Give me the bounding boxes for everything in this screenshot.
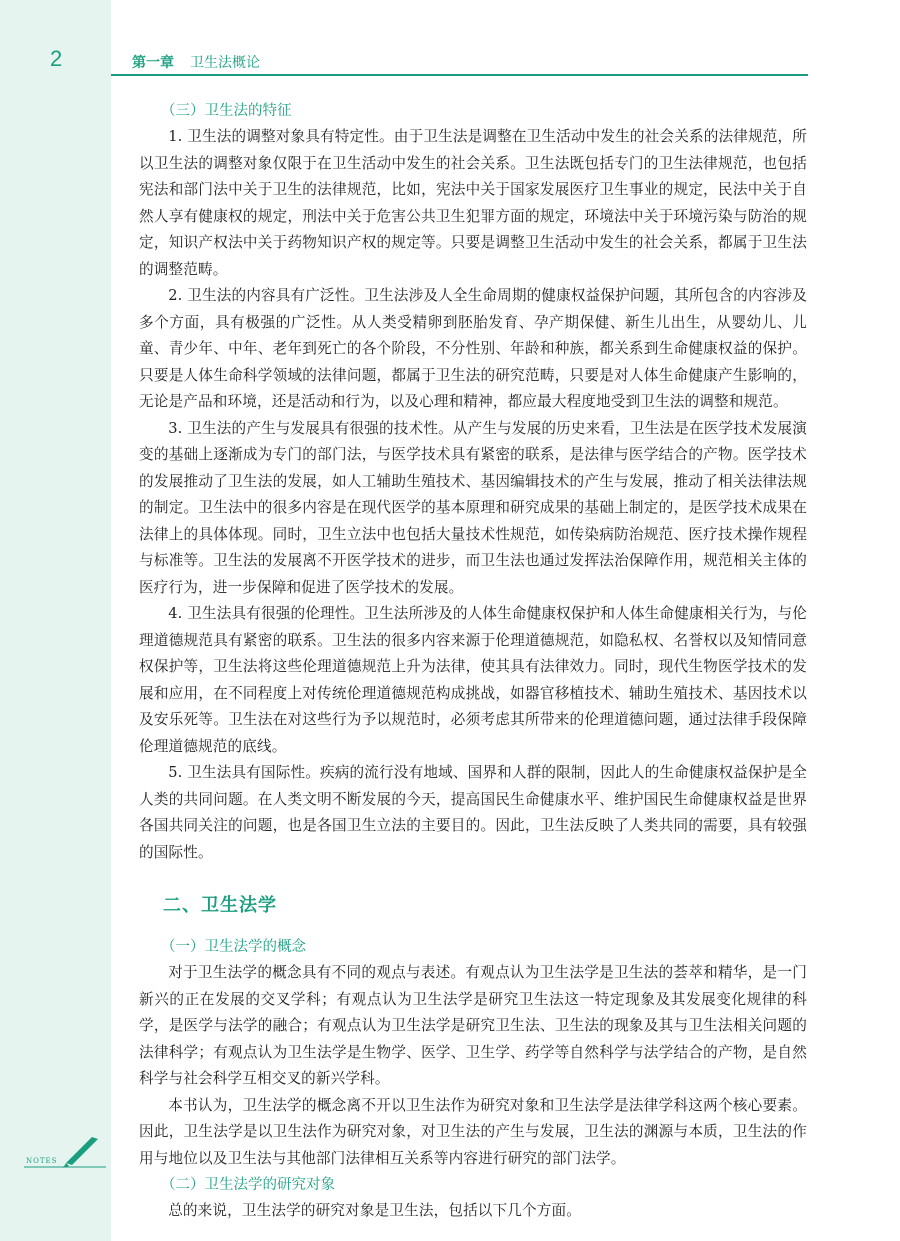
- main-content: [139, 98, 807, 1225]
- subheading-concept: （一）卫生法学的概念: [161, 939, 306, 955]
- paragraph: 3. 卫生法的产生与发展具有很强的技术性。从产生与发展的历史来看，卫生法是在医学技术发展演变的基础上逐渐成为专门的部门法，与医学技术具有紧密的联系，是法律与医学结合的产物。医学技术的发展推动了卫生法的发展，如人工辅助生殖技术、基因编辑技术的产生与发展，推动了相关法律法规的制定。卫生法中的很多内容是在现代医学的基本原理和研究成果的基础上制定的，是医学技术成果在法律上的具体体现。同时，卫生立法中也包括大量技术性规范，如传染病防治规范、医疗技术操作规程与标准等。卫生法的发展离不开医学技术的进步，而卫生法也通过发挥法治保障作用，规范相关主体的医疗行为，进一步保障和促进了医学技术的发展。: [139, 419, 807, 596]
- page-number: 2: [50, 46, 63, 71]
- paragraph: 2. 卫生法的内容具有广泛性。卫生法涉及人全生命周期的健康权益保护问题，其所包含的内容涉及多个方面，具有极强的广泛性。从人类受精卵到胚胎发育、孕产期保健、新生儿出生，从婴幼儿、儿童、青少年、中年、老年到死亡的各个阶段，不分性别、年龄和种族，都关系到生命健康权益的保护。只要是人体生命科学领域的法律问题，都属于卫生法的研究范畴，只要是对人体生命健康产生影响的，无论是产品和环境，还是活动和行为，以及心理和精神，都应最大程度地受到卫生法的调整和规范。: [139, 287, 807, 410]
- margin-band: [0, 0, 111, 1241]
- paragraph: 5. 卫生法具有国际性。疾病的流行没有地域、国界和人群的限制，因此人的生命健康权益保护是全人类的共同问题。在人类文明不断发展的今天，提高国民生命健康水平、维护国民生命健康权益是世界各国共同关注的问题，也是各国卫生立法的主要目的。因此，卫生法反映了人类共同的需要，具有较强的国际性。: [139, 764, 807, 861]
- running-head: [132, 52, 260, 72]
- header-rule: [111, 74, 808, 76]
- notes-mark: [22, 1133, 108, 1169]
- paragraph: 1. 卫生法的调整对象具有特定性。由于卫生法是调整在卫生活动中发生的社会关系的法律规范，所以卫生法的调整对象仅限于在卫生活动中发生的社会关系。卫生法既包括专门的卫生法律规范，也包括宪法和部门法中关于卫生的法律规范，比如，宪法中关于国家发展医疗卫生事业的规定，民法中关于自然人享有健康权的规定，刑法中关于危害公共卫生犯罪方面的规定，环境法中关于环境污染与防治的规定，知识产权法中关于药物知识产权的规定等。只要是调整卫生活动中发生的社会关系，都属于卫生法的调整范畴。: [139, 128, 807, 278]
- paragraph: 总的来说，卫生法学的研究对象是卫生法，包括以下几个方面。: [168, 1202, 582, 1219]
- paragraph: 4. 卫生法具有很强的伦理性。卫生法所涉及的人体生命健康权保护和人体生命健康相关行为，与伦理道德规范具有紧密的联系。卫生法的很多内容来源于伦理道德规范，如隐私权、名誉权以及知情同意权保护等，卫生法将这些伦理道德规范上升为法律，使其具有法律效力。同时，现代生物医学技术的发展和应用，在不同程度上对传统伦理道德规范构成挑战，如器官移植技术、辅助生殖技术、基因技术以及安乐死等。卫生法在对这些行为予以规范时，必须考虑其所带来的伦理道德问题，通过法律手段保障伦理道德规范的底线。: [139, 605, 807, 755]
- notes-label: NOTES: [26, 1157, 58, 1165]
- subheading-research-object: （二）卫生法学的研究对象: [161, 1177, 335, 1193]
- chapter-label: 第一章: [132, 55, 174, 71]
- section-title: 二、卫生法学: [163, 895, 277, 916]
- subheading-features: （三）卫生法的特征: [161, 103, 292, 119]
- paragraph: 对于卫生法学的概念具有不同的观点与表述。有观点认为卫生法学是卫生法的荟萃和精华，是一门新兴的正在发展的交叉学科；有观点认为卫生法学是研究卫生法这一特定现象及其发展变化规律的科学，是医学与法学的融合；有观点认为卫生法学是研究卫生法、卫生法的现象及其与卫生法相关问题的法律科学；有观点认为卫生法学是生物学、医学、卫生学、药学等自然科学与法学结合的产物，是自然科学与社会科学互相交叉的新兴学科。: [139, 964, 807, 1087]
- paragraph: 本书认为，卫生法学的概念离不开以卫生法作为研究对象和卫生法学是法律学科这两个核心要素。因此，卫生法学是以卫生法作为研究对象，对卫生法的产生与发展，卫生法的渊源与本质，卫生法的作用与地位以及卫生法与其他部门法律相互关系等内容进行研究的部门法学。: [139, 1096, 807, 1167]
- chapter-title: 卫生法概论: [190, 55, 260, 71]
